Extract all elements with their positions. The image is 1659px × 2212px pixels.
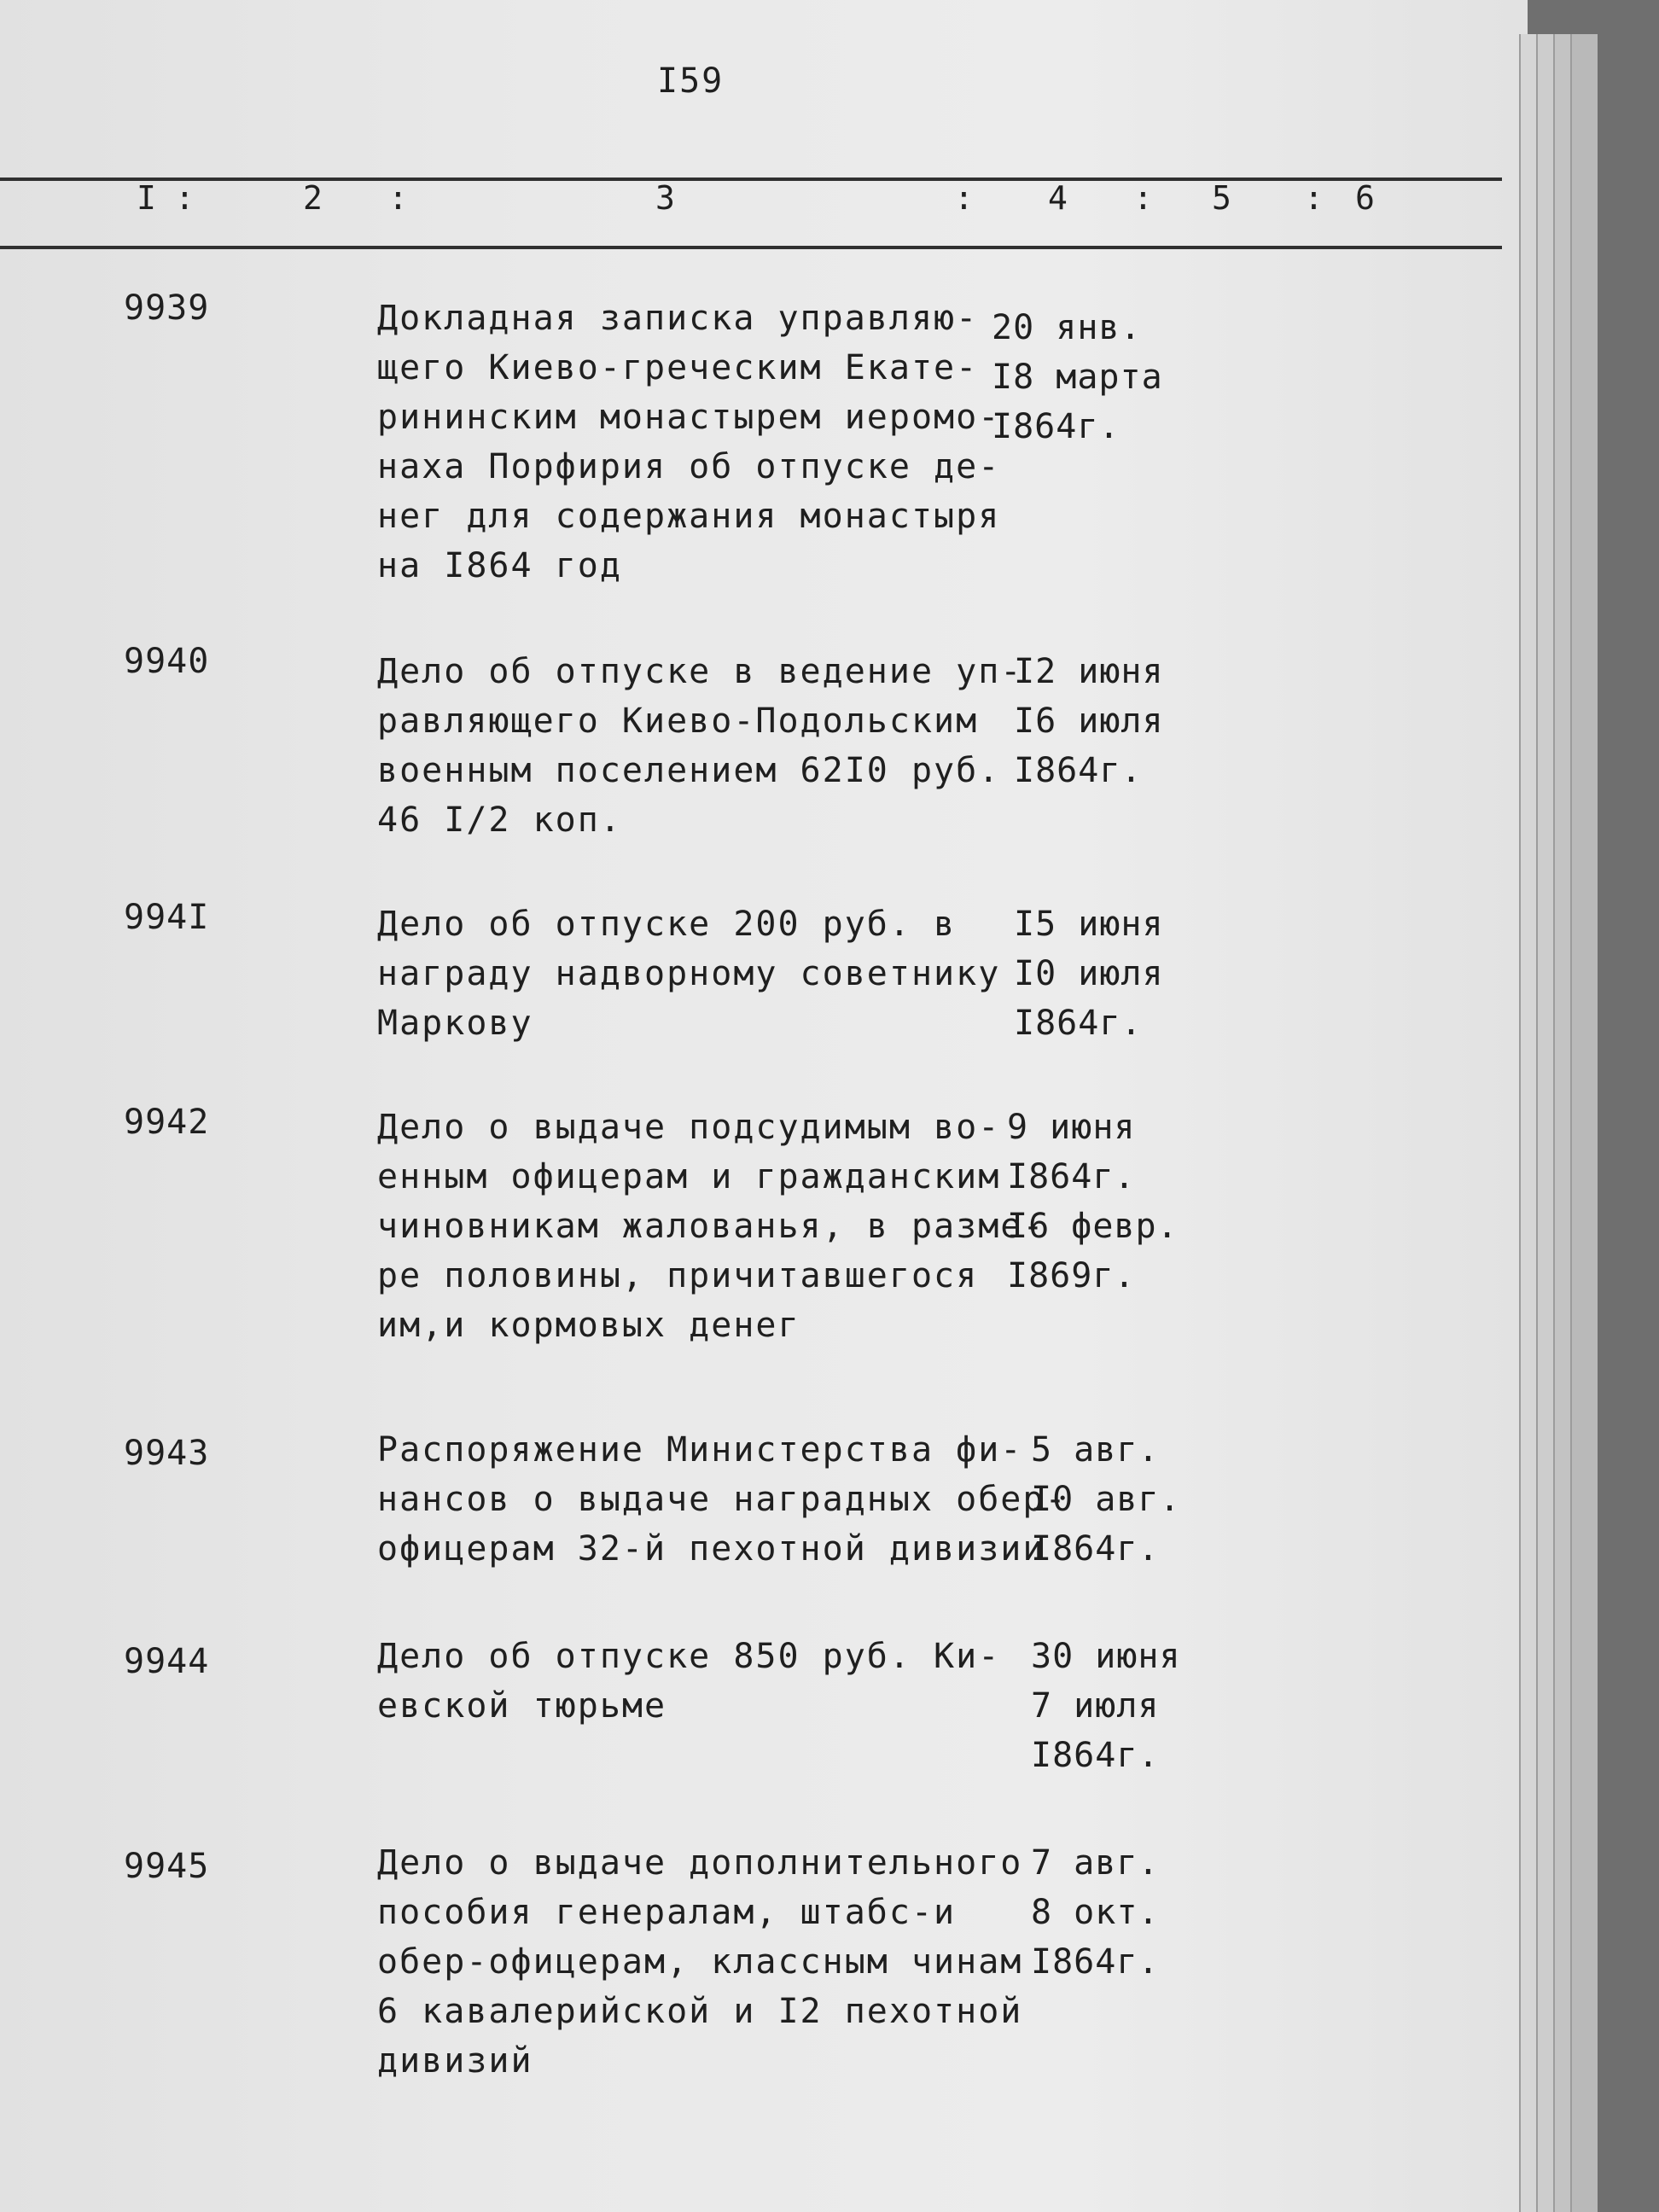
entry-dates: 5 авг. I0 авг. I864г.: [1031, 1430, 1181, 1569]
header-separator: :: [1304, 179, 1324, 217]
entry-description: Докладная записка управляю- щего Киево-греческим Екате- рининским монастырем иеромо- наха Порфирия об отпуске де- нег для содержания монастыря на I864 год: [377, 299, 1001, 585]
entry-description: Дело об отпуске 200 руб. в награду надворному советнику Маркову: [377, 905, 1001, 1043]
entry-description: Дело о выдаче подсудимым во- енным офицерам и гражданским чиновникам жалованья, в разме- ре половины, причитавшегося им,и кормовых денег: [377, 1108, 1045, 1345]
header-col-6: 6: [1355, 179, 1375, 217]
header-separator: :: [388, 179, 408, 217]
header-col-3: 3: [655, 179, 675, 217]
header-col-2: 2: [303, 179, 323, 217]
header-col-1: I: [137, 179, 156, 217]
entry-description: Дело о выдаче дополнительного пособия генералам, штабс-и обер-офицерам, классным чинам 6 кавалерийской и I2 пехотной дивизий: [377, 1843, 1023, 2081]
entry-number: 994I: [124, 898, 210, 937]
header-rule-top: [0, 178, 1502, 181]
header-separator: :: [175, 179, 195, 217]
page-stack-edge: [1519, 34, 1538, 2212]
header-col-4: 4: [1048, 179, 1068, 217]
page-number: I59: [657, 61, 725, 101]
entry-number: 9945: [124, 1847, 210, 1886]
header-col-5: 5: [1212, 179, 1231, 217]
entry-description: Дело об отпуске 850 руб. Ки- евской тюрьме: [377, 1637, 1001, 1726]
page-stack-edge: [1553, 34, 1572, 2212]
entry-description: Распоряжение Министерства фи- нансов о выдаче наградных обер- офицерам 32-й пехотной дивизии: [377, 1430, 1068, 1569]
entry-dates: 7 авг. 8 окт. I864г.: [1031, 1843, 1160, 1982]
header-separator: :: [1133, 179, 1153, 217]
entry-dates: 30 июня 7 июля I864г.: [1031, 1637, 1181, 1775]
entry-description: Дело об отпуске в ведение уп- равляющего Киево-Подольским военным поселением 62I0 руб. 46 I/2 коп.: [377, 652, 1023, 840]
entry-dates: 9 июня I864г. I6 февр. I869г.: [1007, 1108, 1179, 1295]
entry-number: 9943: [124, 1434, 210, 1473]
entry-number: 9944: [124, 1642, 210, 1681]
entry-number: 9942: [124, 1103, 210, 1142]
page-stack-edge: [1536, 34, 1555, 2212]
entry-dates: 20 янв. I8 марта I864г.: [992, 308, 1163, 446]
header-separator: :: [954, 179, 974, 217]
entry-number: 9939: [124, 288, 210, 328]
page-stack-edge: [1570, 34, 1598, 2212]
entry-dates: I2 июня I6 июля I864г.: [1014, 652, 1164, 790]
entry-dates: I5 июня I0 июля I864г.: [1014, 905, 1164, 1043]
header-rule-bottom: [0, 246, 1502, 249]
entry-number: 9940: [124, 642, 210, 681]
